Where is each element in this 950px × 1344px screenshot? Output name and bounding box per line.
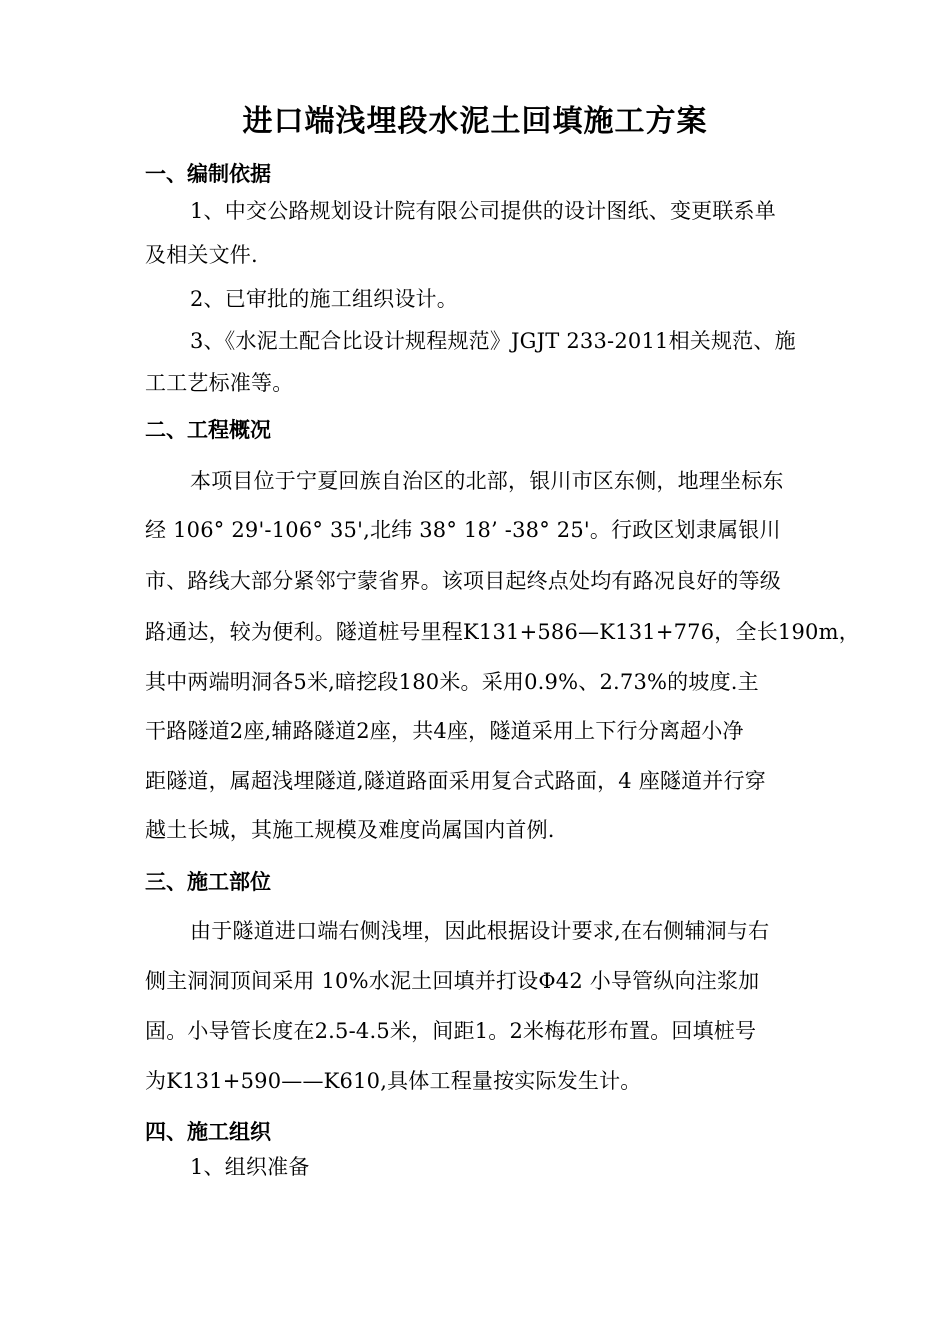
- paragraph-line: 侧主洞洞顶间采用 10%水泥土回填并打设Φ42 小导管纵向注浆加: [145, 969, 760, 993]
- section-heading-location: 三、施工部位: [145, 870, 271, 894]
- paragraph-line: 固。小导管长度在2.5-4.5米，间距1。2米梅花形布置。回填桩号: [145, 1019, 757, 1043]
- paragraph-line: 市、路线大部分紧邻宁蒙省界。该项目起终点处均有路况良好的等级: [145, 569, 781, 593]
- paragraph-line: 为K131+590——K610,具体工程量按实际发生计。: [145, 1069, 642, 1093]
- paragraph-line: 2、已审批的施工组织设计。: [190, 287, 458, 311]
- paragraph-line: 及相关文件.: [145, 243, 258, 267]
- paragraph-line: 距隧道，属超浅埋隧道,隧道路面采用复合式路面，4 座隧道并行穿: [145, 769, 766, 793]
- paragraph-line: 路通达，较为便利。隧道桩号里程K131+586—K131+776，全长190m，: [145, 620, 860, 644]
- paragraph-line: 1、组织准备: [190, 1155, 310, 1179]
- paragraph-line: 由于隧道进口端右侧浅埋，因此根据设计要求,在右侧辅洞与右: [190, 919, 770, 943]
- section-heading-overview: 二、工程概况: [145, 418, 271, 442]
- paragraph-line: 本项目位于宁夏回族自治区的北部，银川市区东侧，地理坐标东: [190, 469, 784, 493]
- document-title: 进口端浅埋段水泥土回填施工方案: [242, 104, 708, 139]
- section-heading-basis: 一、编制依据: [145, 162, 271, 186]
- paragraph-line: 3、《水泥土配合比设计规程规范》JGJT 233-2011相关规范、施: [190, 329, 796, 353]
- paragraph-line: 其中两端明洞各5米,暗挖段180米。采用0.9%、2.73%的坡度.主: [145, 670, 759, 694]
- section-heading-organization: 四、施工组织: [145, 1120, 271, 1144]
- paragraph-line: 越土长城，其施工规模及难度尚属国内首例.: [145, 818, 555, 842]
- paragraph-line: 1、中交公路规划设计院有限公司提供的设计图纸、变更联系单: [190, 199, 776, 223]
- paragraph-line: 工工艺标准等。: [145, 371, 294, 395]
- paragraph-line: 经 106° 29'-106° 35',北纬 38° 18’ -38° 25'。行政区划隶属银川: [145, 518, 781, 542]
- paragraph-line: 干路隧道2座,辅路隧道2座，共4座，隧道采用上下行分离超小净: [145, 719, 744, 743]
